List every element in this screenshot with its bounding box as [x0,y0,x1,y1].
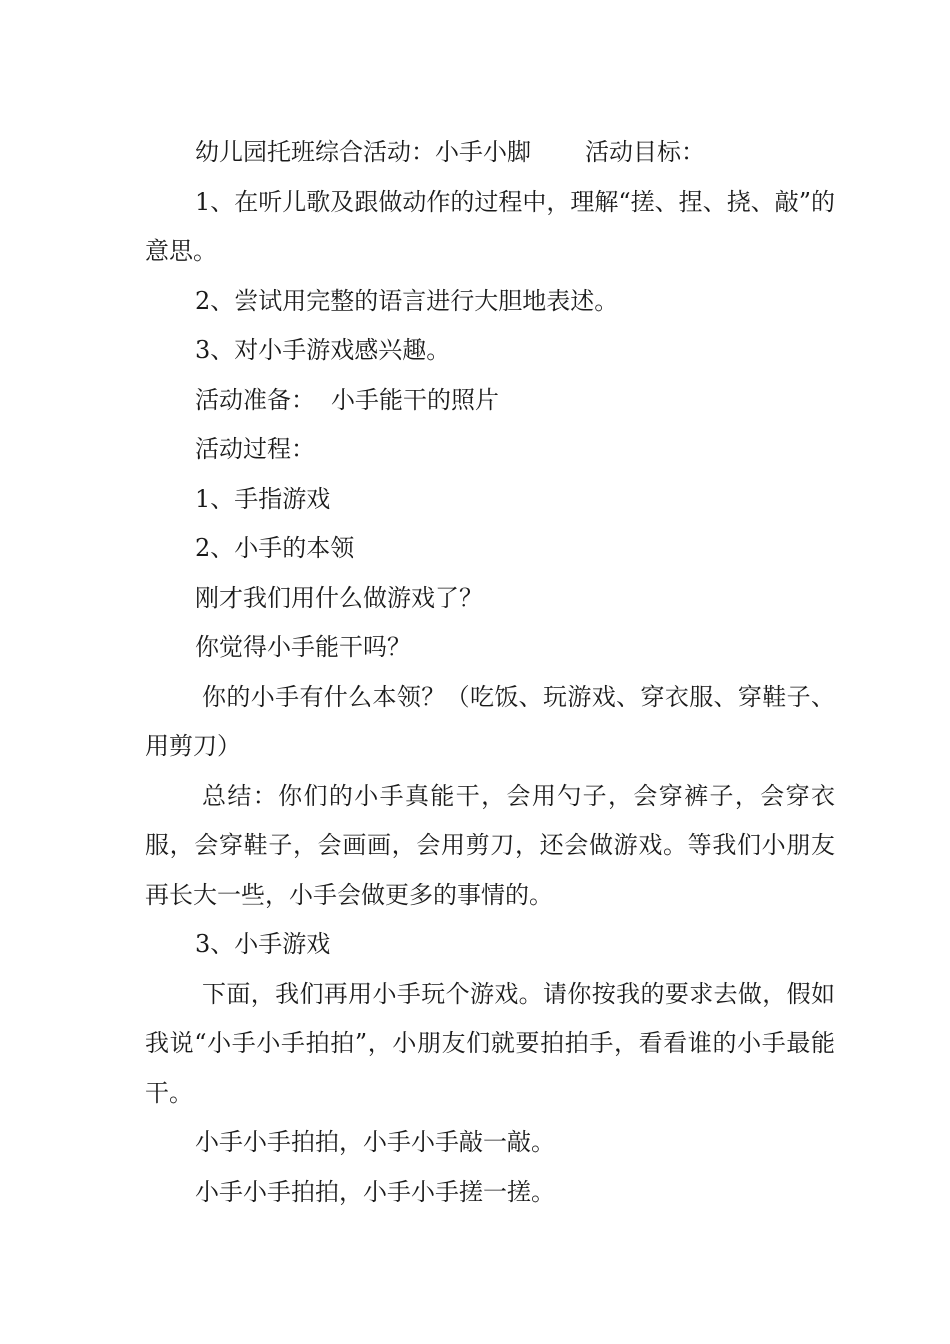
question-2: 你觉得小手能干吗？ [195,633,411,661]
document-title: 幼儿园托班综合活动：小手小脚 [195,138,531,166]
step-3: 3、小手游戏 [195,930,331,958]
summary-paragraph: 总结：你们的小手真能干，会用勺子，会穿裤子，会穿衣服，会穿鞋子，会画画，会用剪刀，还会做游戏。等我们小朋友再长大一些，小手会做更多的事情的。 [145,781,835,909]
question-1: 刚才我们用什么做游戏了？ [195,583,483,612]
game-intro-paragraph: 下面，我们再用小手玩个游戏。请你按我的要求去做，假如我说“小手小手拍拍”，小朋友们就要拍拍手，看看谁的小手最能干。 [145,979,835,1107]
preparation-label: 活动准备： [195,385,315,414]
goals-heading: 活动目标： [585,138,705,166]
preparation-value: 小手能干的照片 [331,385,499,414]
process-heading: 活动过程： [195,435,315,463]
title-line [145,128,835,178]
preparation-line [145,376,835,426]
rhyme-line-2: 小手小手拍拍，小手小手搓一搓。 [195,1177,555,1206]
question-3: 你的小手有什么本领？（吃饭、玩游戏、穿衣服、穿鞋子、用剪刀） [145,682,835,760]
step-2: 2、小手的本领 [195,534,355,562]
goal-item-1: 1、在听儿歌及跟做动作的过程中，理解“搓、捏、挠、敲”的意思。 [145,187,835,265]
rhyme-line-1: 小手小手拍拍，小手小手敲一敲。 [195,1128,555,1156]
document-body [145,128,835,1217]
step-1: 1、手指游戏 [195,484,331,513]
goal-item-3: 3、对小手游戏感兴趣。 [195,336,451,364]
goal-item-2: 2、尝试用完整的语言进行大胆地表述。 [195,286,619,315]
